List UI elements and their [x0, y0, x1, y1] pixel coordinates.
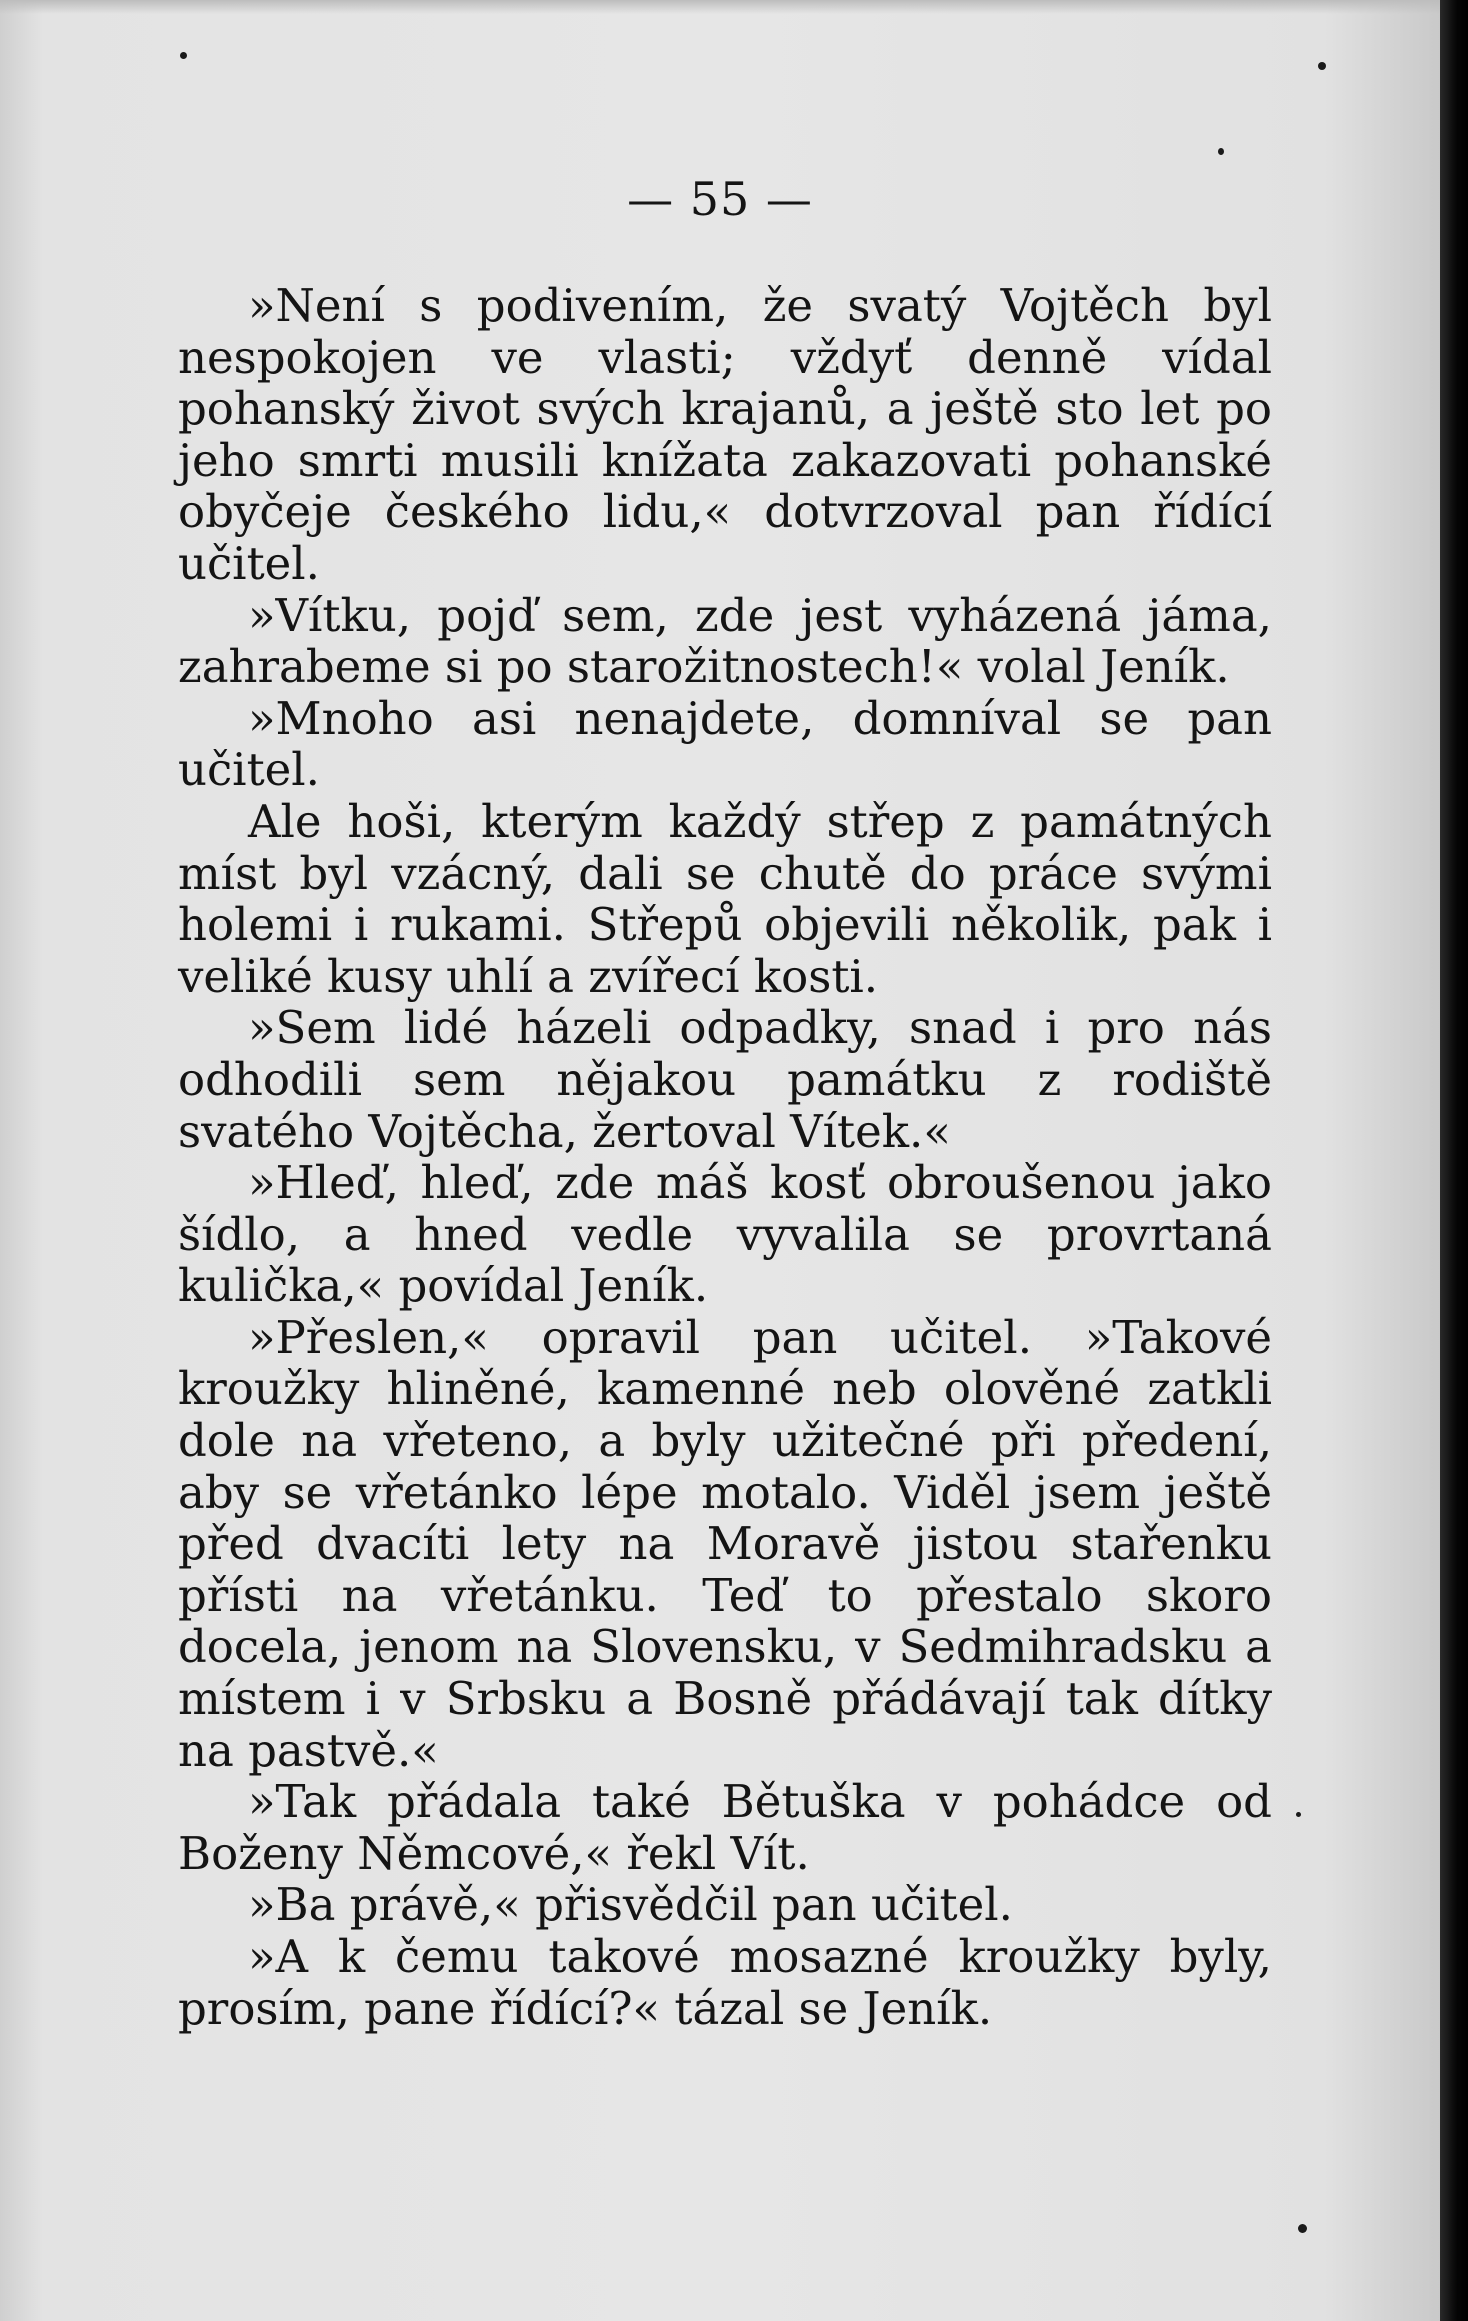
paragraph: »Mnoho asi nenajdete, domníval se pan učitel. [178, 691, 1272, 797]
ink-speck [1298, 2224, 1307, 2233]
body-text [178, 280, 1272, 2034]
ink-speck [180, 52, 187, 59]
ink-speck [1318, 62, 1326, 70]
ink-speck [1218, 148, 1224, 155]
page-number: — 55 — [627, 172, 813, 226]
scan-edge [1440, 0, 1468, 2321]
paragraph: Ale hoši, kterým každý střep z památných míst byl vzácný, dali se chutě do práce svými holemi i rukami. Střepů objevili několik, pak i veliké kusy uhlí a zvířecí kosti. [178, 794, 1272, 1003]
paragraph: »Tak přádala také Bětuška v pohádce od Boženy Němcové,« řekl Vít. [178, 1775, 1272, 1880]
paragraph: »Přeslen,« opravil pan učitel. »Takové kroužky hliněné, kamenné neb olověné zatkli dole na vřeteno, a byly užitečné při předení, aby se vřetánko lépe motalo. Viděl jsem ještě před dvacíti lety na Moravě jistou stařenku přísti na vřetánku. Teď to přestalo skoro docela, jenom na Slovensku, v Sedmihradsku a místem i v Srbsku a Bosně přádávají tak dítky na pastvě.« [178, 1310, 1272, 1777]
paragraph: »Hleď, hleď, zde máš kosť obroušenou jako šídlo, a hned vedle vyvalila se provrtaná kulička,« povídal Jeník. [178, 1156, 1272, 1313]
page-top-shadow [0, 0, 1440, 14]
paragraph: »Sem lidé házeli odpadky, snad i pro nás odhodili sem nějakou památku z rodiště svatého Vojtěcha, žertoval Vítek.« [178, 1001, 1272, 1158]
paragraph: »Není s podivením, že svatý Vojtěch byl nespokojen ve vlasti; vždyť denně vídal pohanský život svých krajanů, a ještě sto let po jeho smrti musili knížata zakazovati pohanské obyčeje českého lidu,« dotvrzoval pan řídící učitel. [178, 279, 1272, 590]
ink-speck [1296, 1812, 1301, 1817]
paragraph: »A k čemu takové mosazné kroužky byly, prosím, pane řídící?« tázal se Jeník. [178, 1930, 1272, 2035]
paragraph: »Vítku, pojď sem, zde jest vyházená jáma, zahrabeme si po starožitnostech!« volal Jeník. [178, 588, 1272, 694]
paragraph: »Ba právě,« přisvědčil pan učitel. [248, 1878, 1013, 1932]
